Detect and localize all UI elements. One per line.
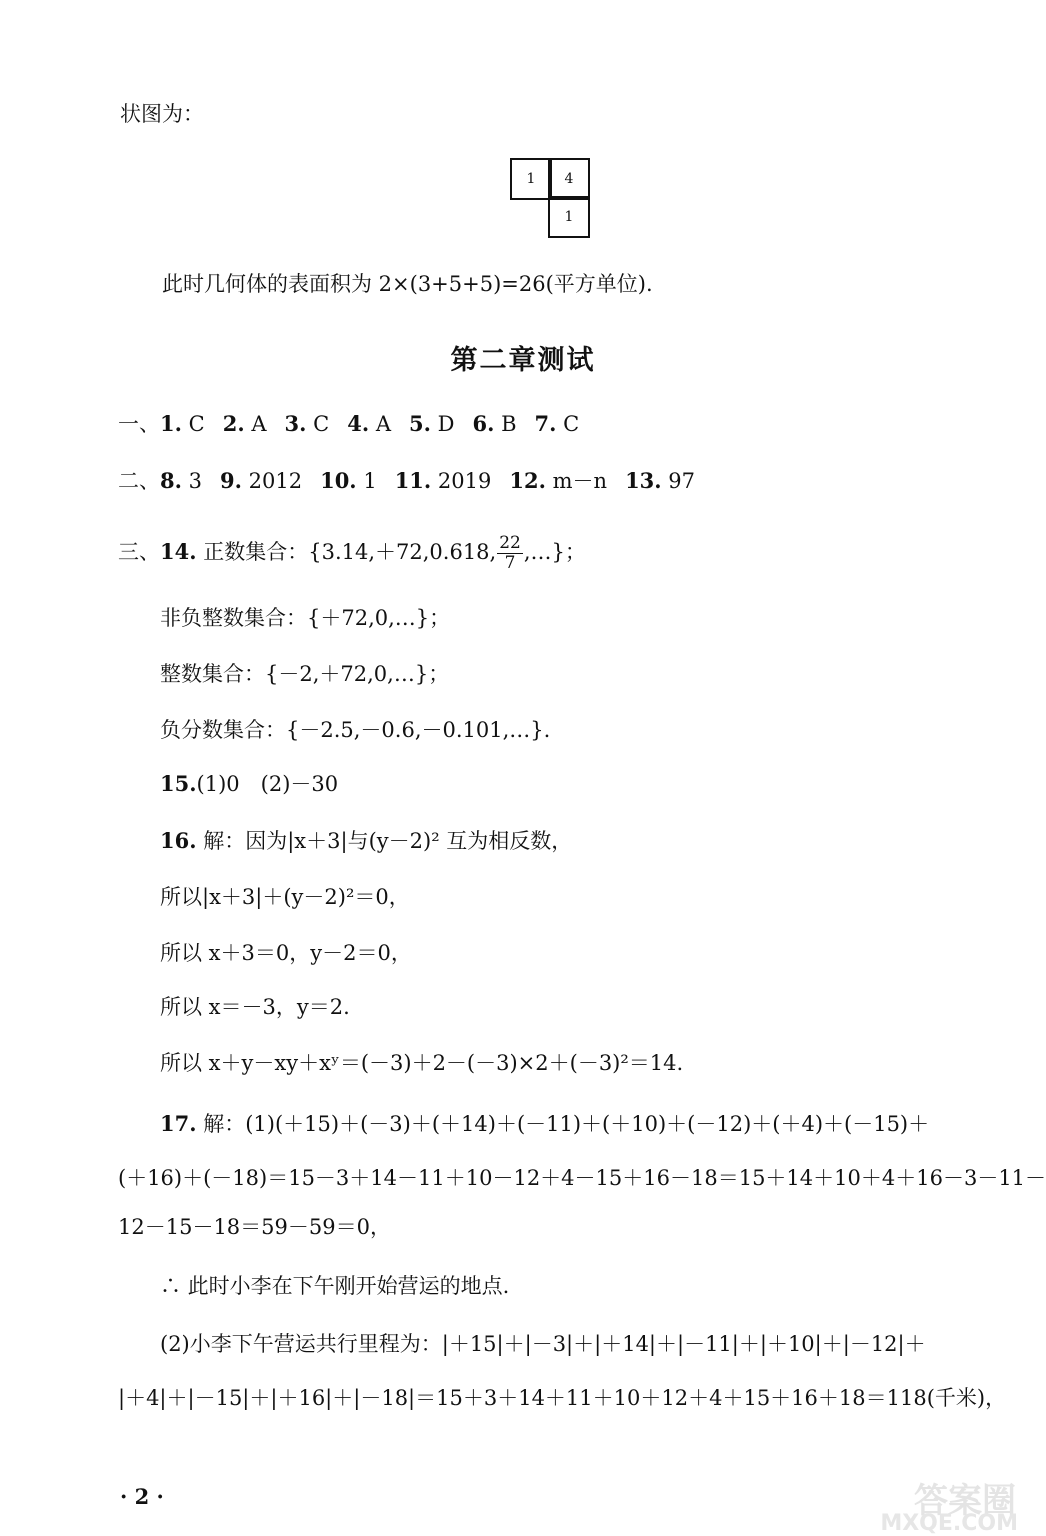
- fraction-numerator: 22: [499, 533, 521, 553]
- answer-value: 97: [668, 469, 696, 493]
- q15-text: (1)0 (2)－30: [196, 772, 339, 796]
- q14-nonneg-set: 非负整数集合：{＋72,0,…}；: [160, 606, 451, 630]
- section-label: 二、: [118, 469, 160, 493]
- q16-line-1: [160, 827, 572, 855]
- answer-value: 2019: [437, 469, 492, 493]
- section-2-answers: [118, 467, 713, 495]
- answer-number: 7.: [534, 411, 557, 436]
- q15-answer: [160, 770, 338, 798]
- answer-value: C: [313, 412, 330, 436]
- answer-value: 2012: [248, 469, 303, 493]
- fraction: [497, 534, 523, 573]
- answer-number: 9.: [220, 468, 242, 493]
- q14-negfrac-set: 负分数集合：{－2.5,－0.6,－0.101,…}.: [160, 718, 551, 742]
- q14-int-set: 整数集合：{－2,＋72,0,…}；: [160, 662, 450, 686]
- question-number: 15.: [160, 771, 197, 796]
- answer-number: 13.: [625, 468, 662, 493]
- question-number: 16.: [160, 828, 197, 853]
- q17-text: 解：(1)(＋15)＋(－3)＋(＋14)＋(－11)＋(＋10)＋(－12)＋(＋4)＋(－15)＋: [203, 1112, 930, 1136]
- q16-line-2: 所以|x＋3|＋(y－2)²＝0，: [160, 885, 410, 909]
- q17-line-1: [160, 1110, 929, 1138]
- question-number: 17.: [160, 1111, 197, 1136]
- answer-value: C: [563, 412, 580, 436]
- q16-line-5: 所以 x＋y－xy＋xʸ＝(－3)＋2－(－3)×2＋(－3)²＝14.: [160, 1051, 684, 1075]
- answer-value: 3: [188, 469, 202, 493]
- section-1-answers: [118, 410, 597, 438]
- answer-number: 12.: [509, 468, 546, 493]
- page-number: · 2 ·: [120, 1484, 164, 1509]
- answer-value: m－n: [552, 469, 608, 493]
- section-label: 一、: [118, 412, 160, 436]
- q14-positive-set: [118, 534, 586, 573]
- answer-value: B: [501, 412, 517, 436]
- positive-set-pre: 正数集合：{3.14,＋72,0.618,: [203, 540, 497, 564]
- q16-text: 解：因为|x＋3|与(y－2)² 互为相反数，: [203, 829, 573, 853]
- q17-line-6: |＋4|＋|－15|＋|＋16|＋|－18|＝15＋3＋14＋11＋10＋12＋4＋15＋16＋18＝118(千米)，: [118, 1386, 1007, 1410]
- answer-value: D: [437, 412, 455, 436]
- fraction-denominator: 7: [504, 553, 516, 573]
- intro-text: 状图为：: [120, 102, 204, 126]
- section-label: 三、: [118, 540, 160, 564]
- answer-number: 3.: [284, 411, 307, 436]
- answer-number: 8.: [160, 468, 182, 493]
- answer-value: 1: [363, 469, 377, 493]
- q16-line-4: 所以 x＝－3，y＝2.: [160, 995, 350, 1019]
- net-diagram: [510, 158, 590, 238]
- watermark-logo: 答案圈: [914, 1481, 1016, 1521]
- answer-number: 6.: [472, 411, 495, 436]
- answer-number: 2.: [222, 411, 245, 436]
- q17-line-4: ∴ 此时小李在下午刚开始营运的地点.: [160, 1274, 510, 1298]
- q17-line-2: (＋16)＋(－18)＝15－3＋14－11＋10－12＋4－15＋16－18＝15＋14＋10＋4＋16－3－11－: [118, 1166, 1046, 1190]
- answer-number: 5.: [409, 411, 431, 436]
- answer-number: 10.: [320, 468, 357, 493]
- answer-number: 11.: [394, 468, 432, 493]
- net-cell: 1: [548, 196, 590, 238]
- watermark-url: MXQE.COM: [880, 1511, 1018, 1536]
- positive-set-post: ,…}；: [523, 540, 586, 564]
- answer-number: 1.: [160, 411, 182, 436]
- q17-line-5: (2)小李下午营运共行里程为：|＋15|＋|－3|＋|＋14|＋|－11|＋|＋10|＋|－12|＋: [160, 1332, 926, 1356]
- q16-line-3: 所以 x＋3＝0，y－2＝0，: [160, 941, 412, 965]
- net-cell: 1: [510, 158, 552, 200]
- surface-area-text: 此时几何体的表面积为 2×(3+5+5)=26(平方单位).: [162, 272, 653, 296]
- answer-number: 4.: [347, 411, 370, 436]
- answer-value: A: [375, 412, 391, 436]
- chapter-title: 第二章测试: [450, 345, 596, 376]
- question-number: 14.: [160, 539, 197, 564]
- q17-line-3: 12－15－18＝59－59＝0，: [118, 1215, 391, 1239]
- answer-value: A: [251, 412, 267, 436]
- net-cell: 4: [548, 158, 590, 200]
- answer-value: C: [188, 412, 205, 436]
